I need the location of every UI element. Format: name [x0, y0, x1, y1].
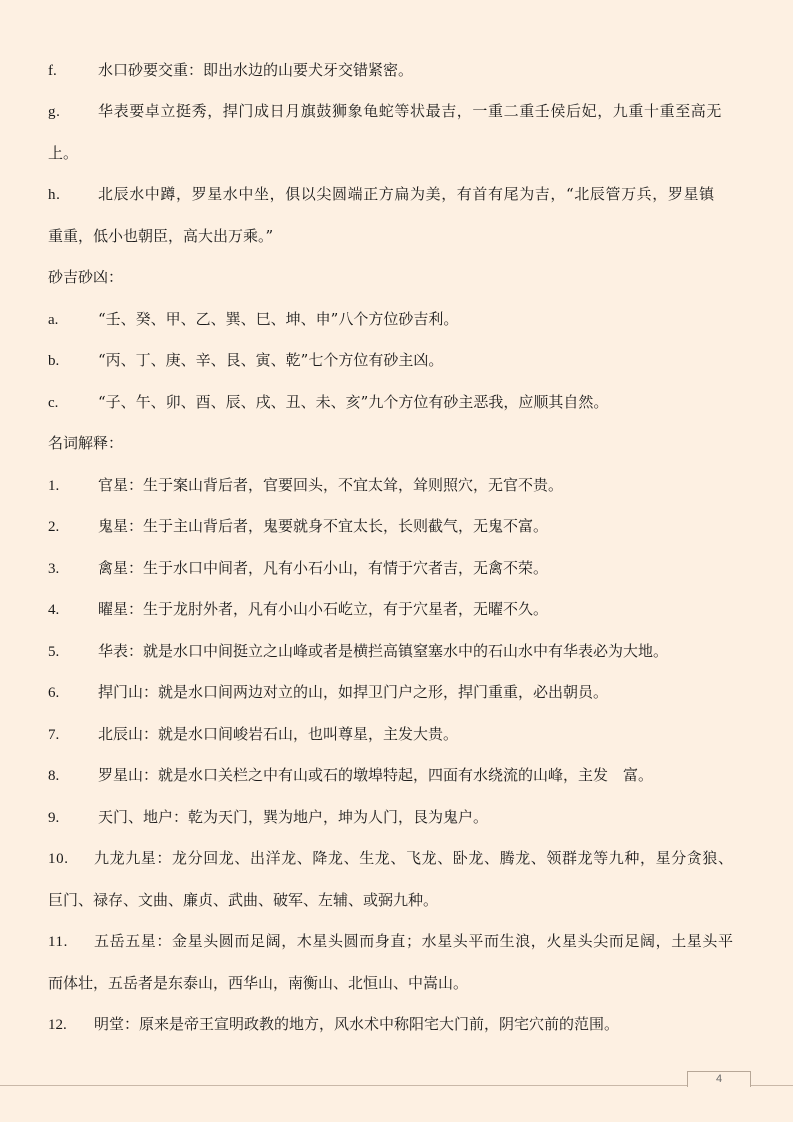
item-marker: 4. [48, 602, 60, 618]
text-line [48, 309, 749, 330]
item-text: 巨门、禄存、文曲、廉贞、武曲、破军、左辅、或弼九种。 [48, 891, 439, 909]
item-marker: h. [48, 187, 61, 203]
item-marker: 1. [48, 478, 60, 494]
item-text: 曜星：生于龙肘外者，凡有小山小石屹立，有于穴星者，无曜不久。 [98, 600, 549, 618]
item-text: 九龙九星：龙分回龙、出洋龙、降龙、生龙、飞龙、卧龙、腾龙、领群龙等九种，星分贪狼、 [94, 849, 734, 867]
text-line [48, 184, 749, 205]
heading-text: 砂吉砂凶： [48, 268, 124, 286]
item-marker: 8. [48, 768, 60, 784]
section-heading [48, 433, 749, 453]
item-marker: 3. [48, 561, 60, 577]
text-line [48, 641, 749, 662]
text-line [48, 890, 749, 910]
item-marker: 10. [48, 851, 69, 867]
text-line [48, 558, 749, 579]
item-marker: 7. [48, 727, 60, 743]
item-marker: a. [48, 312, 59, 328]
item-marker: 11. [48, 934, 68, 950]
item-marker: b. [48, 353, 60, 369]
text-line [48, 60, 749, 81]
footer-divider [0, 1085, 793, 1086]
item-text: 禽星：生于水口中间者，凡有小石小山，有情于穴者吉，无禽不荣。 [98, 559, 549, 577]
text-line [48, 226, 749, 246]
item-marker: 9. [48, 810, 60, 826]
text-line [48, 599, 749, 620]
item-marker: 12. [48, 1017, 67, 1033]
item-marker: g. [48, 104, 61, 120]
item-text: 华表要卓立挺秀，捍门成日月旗鼓狮象龟蛇等状最吉，一重二重壬侯后妃，九重十重至高无 [98, 102, 723, 120]
text-line [48, 350, 749, 371]
text-line [48, 765, 749, 786]
page-number: 4 [687, 1071, 751, 1087]
item-marker: 6. [48, 685, 60, 701]
item-marker: 2. [48, 519, 60, 535]
heading-text: 名词解释： [48, 434, 124, 452]
item-text: 天门、地户：乾为天门，巽为地户，坤为人门，艮为鬼户。 [98, 808, 489, 826]
text-line [48, 475, 749, 496]
item-text: 北辰山：就是水口间峻岩石山，也叫尊星，主发大贵。 [98, 725, 459, 743]
text-line [48, 101, 749, 122]
item-text: 五岳五星：金星头圆而足阔，木星头圆而身直；水星头平而生浪，火星头尖而足阔，土星头平 [94, 932, 734, 950]
item-text: “丙、丁、庚、辛、艮、寅、乾”七个方位有砂主凶。 [98, 351, 444, 369]
item-text: 重重，低小也朝臣，高大出万乘。” [48, 227, 274, 245]
item-text: 水口砂要交重：即出水边的山要犬牙交错紧密。 [98, 61, 414, 79]
item-text: 华表：就是水口中间挺立之山峰或者是横拦高镇窒塞水中的石山水中有华表必为大地。 [98, 642, 669, 660]
item-text: 官星：生于案山背后者，官要回头，不宜太耸，耸则照穴，无官不贵。 [98, 476, 564, 494]
text-line [48, 724, 749, 745]
text-line [48, 392, 749, 413]
text-line [48, 973, 749, 993]
item-text: 上。 [48, 144, 79, 162]
item-marker: c. [48, 395, 59, 411]
item-text: 捍门山：就是水口间两边对立的山，如捍卫门户之形，捍门重重，必出朝员。 [98, 683, 609, 701]
item-text: 明堂：原来是帝王宣明政教的地方，风水术中称阳宅大门前，阴宅穴前的范围。 [94, 1015, 620, 1033]
item-text: 而体壮，五岳者是东泰山，西华山，南衡山、北恒山、中嵩山。 [48, 974, 469, 992]
item-marker: 5. [48, 644, 60, 660]
text-line [48, 1014, 749, 1035]
item-text: 北辰水中蹲，罗星水中坐，俱以尖圆端正方扁为美，有首有尾为吉，“北辰管万兵，罗星镇 [98, 185, 715, 203]
item-text: “壬、癸、甲、乙、巽、巳、坤、申”八个方位砂吉利。 [98, 310, 459, 328]
text-line [48, 848, 749, 869]
item-text: 罗星山：就是水口关栏之中有山或石的墩埠特起，四面有水绕流的山峰，主发 富。 [98, 766, 654, 784]
section-heading [48, 267, 749, 287]
text-line [48, 516, 749, 537]
text-line [48, 682, 749, 703]
text-line [48, 143, 749, 163]
item-text: “子、午、卯、酉、辰、戌、丑、未、亥”九个方位有砂主恶我，应顺其自然。 [98, 393, 609, 411]
text-line [48, 931, 749, 952]
item-marker: f. [48, 63, 57, 79]
text-line [48, 807, 749, 828]
item-text: 鬼星：生于主山背后者，鬼要就身不宜太长，长则截气，无鬼不富。 [98, 517, 549, 535]
